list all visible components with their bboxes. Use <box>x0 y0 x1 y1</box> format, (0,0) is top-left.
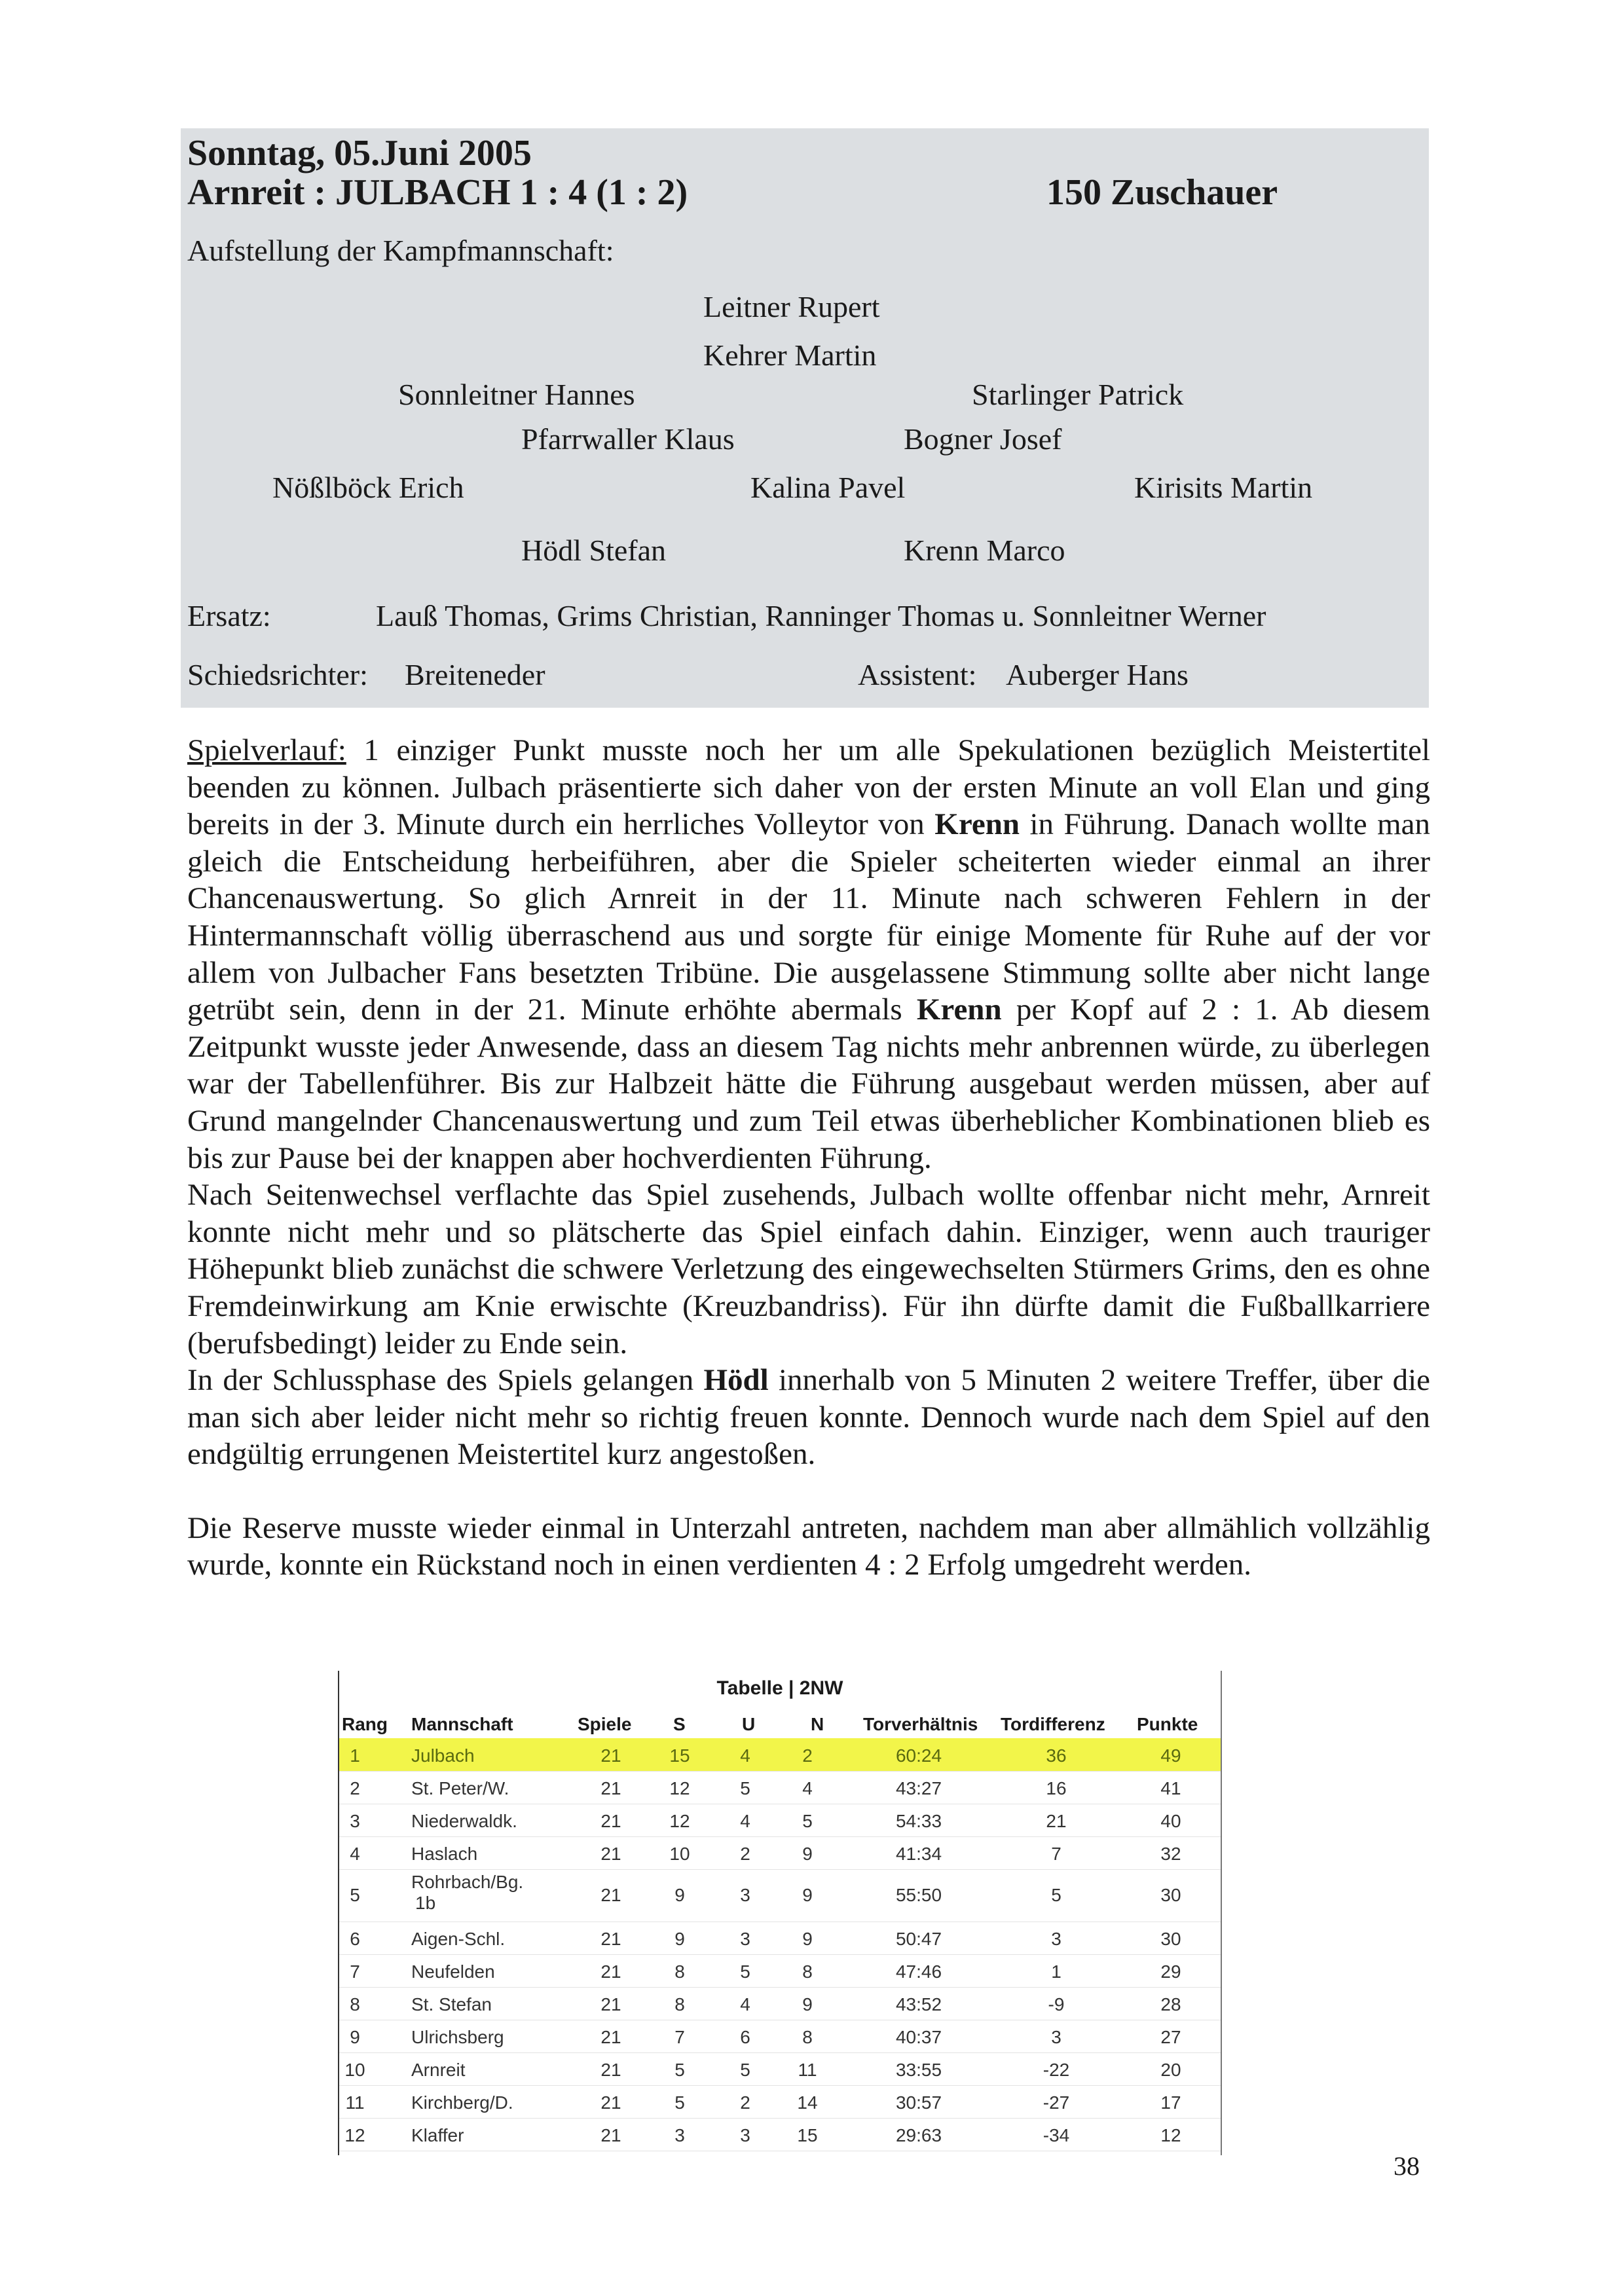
table-cell: 40:37 <box>895 2027 942 2047</box>
table-cell: 4 <box>740 1745 750 1766</box>
reserve-paragraph: Die Reserve musste wieder einmal in Unterzahl antreten, nachdem man aber allmählich vollzählig wurde, konnte ein Rückstand noch in einen verdienten 4 : 2 Erfolg umgedreht werden. <box>187 1510 1430 1582</box>
table-cell: 15 <box>669 1745 690 1766</box>
table-row <box>339 1738 1221 1772</box>
table-cell: 20 <box>1160 2060 1181 2080</box>
table-cell: 9 <box>802 1844 813 1864</box>
assistant-name: Auberger Hans <box>1006 658 1189 691</box>
match-date: Sonntag, 05.Juni 2005 <box>187 133 532 173</box>
assistant-label: Assistent: <box>858 658 977 691</box>
subs-label: Ersatz: <box>187 599 271 632</box>
table-cell: 49 <box>1160 1745 1181 1766</box>
table-cell: 21 <box>600 1844 621 1864</box>
table-cell: 14 <box>797 2092 818 2113</box>
table-row <box>339 1869 1221 1922</box>
table-cell: 8 <box>674 1994 685 2014</box>
table-cell: 54:33 <box>895 1811 942 1831</box>
report-text: 1 einziger Punkt musste noch her um alle Spekulationen bezüglich Meistertitel beenden zu können. Julbach präsentierte sich daher von der ersten Minute an voll Elan und ging bereits in der 3. Minute durch ein herrliches Volleytor von <box>187 733 1430 842</box>
table-cell: 33:55 <box>895 2060 942 2080</box>
table-cell: Julbach <box>411 1745 475 1766</box>
spectator-count: 150 Zuschauer <box>1046 172 1278 213</box>
table-cell: 5 <box>740 2060 750 2080</box>
table-cell: 8 <box>674 1961 685 1982</box>
table-row <box>339 2020 1221 2053</box>
table-cell: 5 <box>802 1811 813 1831</box>
table-cell: 21 <box>600 2060 621 2080</box>
table-cell: 43:27 <box>895 1778 942 1798</box>
match-info-box <box>181 128 1429 708</box>
table-row <box>339 1954 1221 1988</box>
table-cell: 9 <box>350 2027 360 2047</box>
table-cell: 9 <box>674 1885 685 1905</box>
report-label: Spielverlauf: <box>187 733 346 767</box>
table-row <box>339 1804 1221 1837</box>
column-header: Torverhältnis <box>863 1714 978 1734</box>
lineup-player: Bogner Josef <box>904 422 1062 456</box>
table-cell: 2 <box>350 1778 360 1798</box>
report-paragraph: Nach Seitenwechsel verflachte das Spiel zusehends, Julbach wollte offenbar nicht mehr, Arnreit konnte nicht mehr und so plätscherte das Spiel einfach dahin. Einziger, wenn auch trauriger Höhepunkt blieb zunächst die schwere Verletzung des eingewechselten Stürmers Grims, den es ohne Fremdeinwirkung am Knie erwischte (Kreuzbandriss). Für ihn dürfte damit die Fußballkarriere (berufsbedingt) leider zu Ende sein. <box>187 1178 1430 1360</box>
table-cell: Neufelden <box>411 1961 495 1982</box>
table-cell: 21 <box>600 1811 621 1831</box>
table-cell: 43:52 <box>895 1994 942 2014</box>
column-header: Tordifferenz <box>1001 1714 1105 1734</box>
table-cell: 17 <box>1160 2092 1181 2113</box>
table-cell: 4 <box>350 1844 360 1864</box>
report-text: In der Schlussphase des Spiels gelangen <box>187 1363 704 1398</box>
referee-name: Breiteneder <box>405 658 545 691</box>
table-row <box>339 1987 1221 2020</box>
table-cell: 16 <box>1046 1778 1067 1798</box>
table-cell: 12 <box>669 1778 690 1798</box>
column-header: Punkte <box>1137 1714 1198 1734</box>
table-cell: 21 <box>600 2092 621 2113</box>
table-cell: 6 <box>740 2027 750 2047</box>
page-number: 38 <box>1393 2151 1420 2181</box>
table-row <box>339 2085 1221 2119</box>
lineup-player: Krenn Marco <box>904 534 1065 567</box>
table-cell: 12 <box>669 1811 690 1831</box>
table-cell: 9 <box>802 1929 813 1949</box>
table-cell: Arnreit <box>411 2060 466 2080</box>
lineup-player: Starlinger Patrick <box>972 378 1184 411</box>
table-cell: 21 <box>1046 1811 1067 1831</box>
table-cell: 3 <box>350 1811 360 1831</box>
table-cell: 21 <box>600 1994 621 2014</box>
table-cell: 21 <box>600 1778 621 1798</box>
report-text: in Führung. Danach wollte man gleich die Entscheidung herbeiführen, aber die Spieler scheiterten wieder einmal an ihrer Chancenauswertung. So glich Arnreit in der 11. Minute nach schweren Fehlern in der Hintermannschaft völlig überraschend aus und sorgte für einige Momente für Ruhe auf der vor allem von Julbacher Fans besetzten Tribüne. Die ausgelassene Stimmung sollte aber nicht lange getrübt sein, denn in der 21. Minute erhöhte abermals <box>187 807 1430 1027</box>
table-cell: 5 <box>740 1961 750 1982</box>
table-cell: Kirchberg/D. <box>411 2092 513 2113</box>
table-cell: 47:46 <box>895 1961 942 1982</box>
subs-list: Lauß Thomas, Grims Christian, Ranninger Thomas u. Sonnleitner Werner <box>376 599 1266 632</box>
column-header: Spiele <box>578 1714 632 1734</box>
table-cell: 1 <box>1051 1961 1061 1982</box>
table-row <box>339 2118 1221 2151</box>
table-cell: 11 <box>345 2092 365 2113</box>
table-cell: 12 <box>344 2125 365 2145</box>
table-cell: 40 <box>1160 1811 1181 1831</box>
table-cell: 15 <box>797 2125 818 2145</box>
column-header: S <box>673 1714 686 1734</box>
table-cell: 29 <box>1160 1961 1181 1982</box>
table-row <box>339 1922 1221 1955</box>
table-cell: -22 <box>1043 2060 1070 2080</box>
lineup-player: Pfarrwaller Klaus <box>521 422 735 456</box>
table-cell: 41:34 <box>895 1844 942 1864</box>
lineup-goalkeeper: Leitner Rupert <box>703 290 880 323</box>
table-cell: 10 <box>344 2060 365 2080</box>
table-cell: 3 <box>740 2125 750 2145</box>
table-cell: 5 <box>350 1885 360 1905</box>
table-row <box>339 2052 1221 2086</box>
table-cell: 3 <box>674 2125 685 2145</box>
lineup-player: Kirisits Martin <box>1134 471 1313 504</box>
report-paragraph <box>187 732 1430 1176</box>
lineup-player: Kehrer Martin <box>703 338 877 372</box>
table-cell: 2 <box>740 1844 750 1864</box>
scorer-name: Hödl <box>703 1363 769 1398</box>
table-cell: 21 <box>600 1745 621 1766</box>
table-cell: 4 <box>740 1811 750 1831</box>
table-cell: 5 <box>1051 1885 1061 1905</box>
table-cell: 21 <box>600 2027 621 2047</box>
table-cell: 21 <box>600 1929 621 1949</box>
referee-label: Schiedsrichter: <box>187 658 368 691</box>
table-cell: Ulrichsberg <box>411 2027 504 2047</box>
scorer-name: Krenn <box>934 807 1020 842</box>
column-header: N <box>811 1714 824 1734</box>
table-cell: 9 <box>802 1994 813 2014</box>
table-cell: 55:50 <box>895 1885 942 1905</box>
table-cell: 30 <box>1160 1885 1181 1905</box>
table-cell: 7 <box>350 1961 360 1982</box>
table-cell: 30 <box>1160 1929 1181 1949</box>
column-header: Mannschaft <box>411 1714 513 1734</box>
table-cell: 3 <box>740 1885 750 1905</box>
table-cell: 21 <box>600 1885 621 1905</box>
scorer-name: Krenn <box>916 993 1002 1027</box>
table-cell: Aigen-Schl. <box>411 1929 506 1949</box>
table-cell: 9 <box>674 1929 685 1949</box>
table-cell: Niederwaldk. <box>411 1811 517 1831</box>
table-cell: -34 <box>1043 2125 1070 2145</box>
table-cell: 41 <box>1160 1778 1181 1798</box>
table-cell: 5 <box>674 2092 685 2113</box>
table-cell: 50:47 <box>895 1929 942 1949</box>
match-report <box>187 732 1430 1584</box>
table-cell: 6 <box>350 1929 360 1949</box>
lineup-player: Hödl Stefan <box>521 534 667 567</box>
table-cell: 12 <box>1160 2125 1181 2145</box>
table-cell: Klaffer <box>411 2125 464 2145</box>
table-title: Tabelle | 2NW <box>716 1677 843 1699</box>
column-header: U <box>742 1714 756 1734</box>
table-cell: 28 <box>1160 1994 1181 2014</box>
league-table <box>338 1671 1222 2155</box>
table-cell: 8 <box>802 1961 813 1982</box>
table-cell: 3 <box>1051 2027 1061 2047</box>
table-cell: 7 <box>1051 1844 1061 1864</box>
table-cell: 21 <box>600 2125 621 2145</box>
table-cell: 29:63 <box>895 2125 942 2145</box>
table-cell: 8 <box>350 1994 360 2014</box>
lineup-label: Aufstellung der Kampfmannschaft: <box>187 234 614 267</box>
table-cell: 30:57 <box>895 2092 942 2113</box>
report-paragraph <box>187 1362 1430 1473</box>
match-result: Arnreit : JULBACH 1 : 4 (1 : 2) <box>187 172 688 213</box>
table-cell: St. Peter/W. <box>411 1778 509 1798</box>
table-cell: Haslach <box>411 1844 478 1864</box>
table-cell: 7 <box>674 2027 685 2047</box>
table-cell: -9 <box>1048 1994 1065 2014</box>
table-cell: 5 <box>674 2060 685 2080</box>
table-cell: St. Stefan <box>411 1994 492 2014</box>
lineup-player: Sonnleitner Hannes <box>398 378 635 411</box>
lineup-player: Nößlböck Erich <box>272 471 464 504</box>
table-row <box>339 1836 1221 1870</box>
report-text: per Kopf auf 2 : 1. Ab diesem Zeitpunkt wusste jeder Anwesende, dass an diesem Tag nichts mehr anbrennen würde, zu überlegen war der Tabellenführer. Bis zur Halbzeit hätte die Führung ausgebaut werden müssen, aber auf Grund mangelnder Chancenauswertung und zum Teil etwas überheblicher Kombinationen blieb es bis zur Pause bei der knappen aber hochverdienten Führung. <box>187 993 1431 1175</box>
table-cell: 5 <box>740 1778 750 1798</box>
table-cell: 4 <box>802 1778 813 1798</box>
table-cell: 21 <box>600 1961 621 1982</box>
table-cell: 2 <box>740 2092 750 2113</box>
table-cell: Rohrbach/Bg. 1b <box>411 1872 524 1913</box>
report-text: innerhalb von 5 Minuten 2 weitere Treffer, über die man sich aber leider nicht mehr so richtig freuen konnte. Dennoch wurde nach dem Spiel auf den endgültig errungenen Meistertitel kurz angestoßen. <box>187 1363 1430 1472</box>
table-cell: 4 <box>740 1994 750 2014</box>
table-cell: 60:24 <box>895 1745 942 1766</box>
column-header: Rang <box>342 1714 388 1734</box>
table-cell: 10 <box>669 1844 690 1864</box>
table-cell: 3 <box>1051 1929 1061 1949</box>
table-cell: 11 <box>798 2060 817 2080</box>
table-cell: 3 <box>740 1929 750 1949</box>
table-cell: -27 <box>1043 2092 1070 2113</box>
table-cell: 8 <box>802 2027 813 2047</box>
table-cell: 36 <box>1046 1745 1067 1766</box>
table-cell: 2 <box>802 1745 813 1766</box>
table-row <box>339 1771 1221 1804</box>
table-cell: 9 <box>802 1885 813 1905</box>
table-cell: 1 <box>350 1745 360 1766</box>
table-cell: 32 <box>1160 1844 1181 1864</box>
lineup-player: Kalina Pavel <box>750 471 906 504</box>
table-cell: 27 <box>1160 2027 1181 2047</box>
